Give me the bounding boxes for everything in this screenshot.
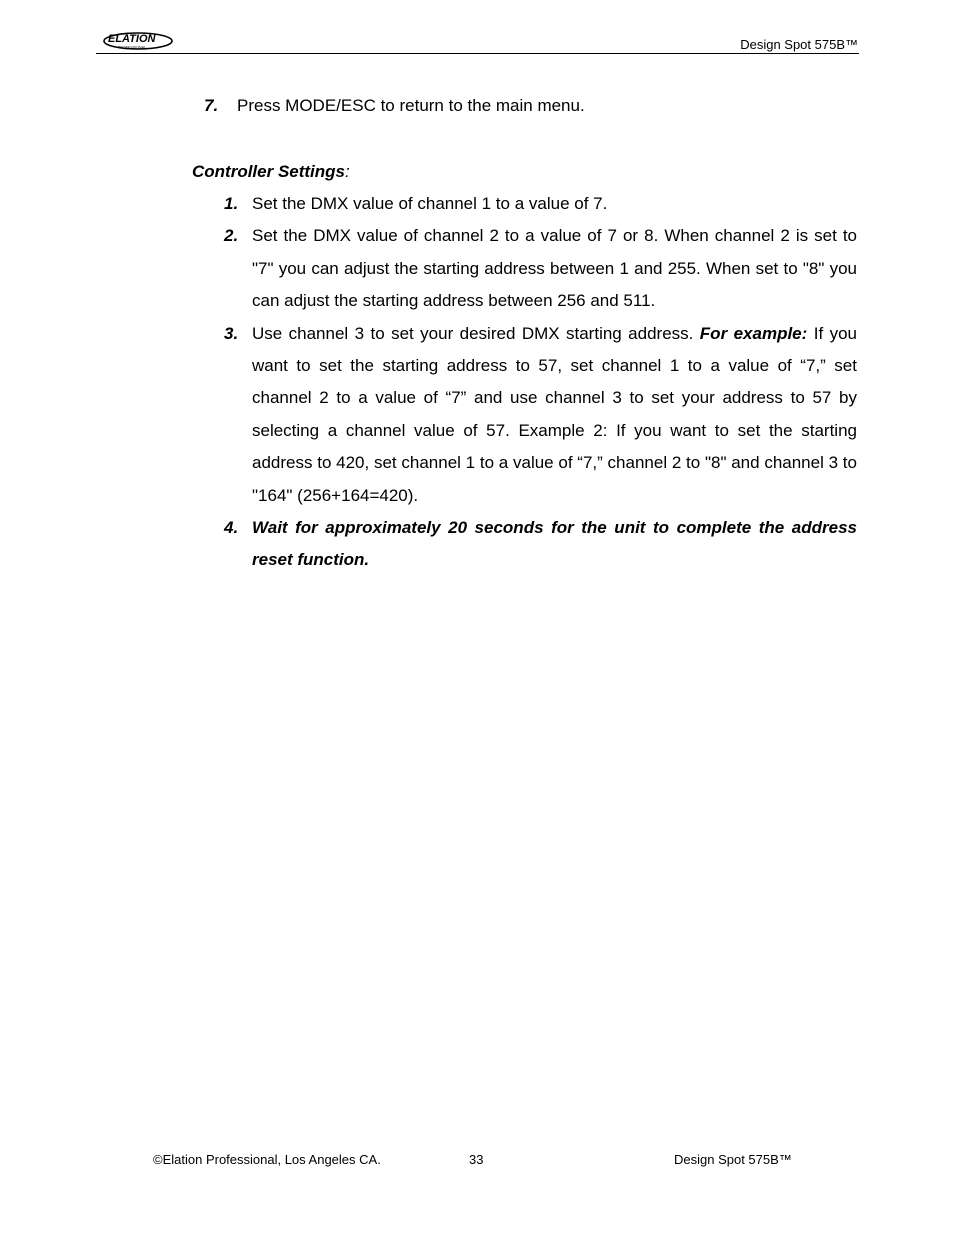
item-number: 2.: [224, 226, 239, 246]
list-item: [224, 220, 857, 317]
step-text: Press MODE/ESC to return to the main menu.: [237, 96, 585, 115]
header-title: Design Spot 575B™: [740, 37, 858, 52]
item-text: Wait for approximately 20 seconds for the unit to complete the address reset function.: [252, 518, 857, 570]
header-rule: [96, 53, 859, 54]
section-heading-text: Controller Settings: [192, 162, 346, 181]
item-text-before: Use channel 3 to set your desired DMX starting address.: [252, 323, 700, 343]
list-item: [224, 318, 857, 512]
item-text: Set the DMX value of channel 1 to a value of 7.: [252, 194, 608, 213]
item-text: [252, 324, 857, 505]
footer-copyright: ©Elation Professional, Los Angeles CA.: [153, 1152, 381, 1167]
step-number: 7.: [204, 96, 219, 115]
item-number: 1.: [224, 194, 239, 213]
item-number: 3.: [224, 323, 239, 343]
list-item: [224, 188, 857, 220]
list-item: [224, 512, 857, 577]
item-text-after: If you want to set the starting address to 57, set channel 1 to a value of “7,” set channel 2 to a value of “7” and use channel 3 to set your address to 57 by selecting a channel value of 57. Example 2: If you want to set the starting address to 420, set channel 1 to a value of “7,” channel 2 to "8" and channel 3 to "164" (256+164=420).: [252, 323, 857, 505]
svg-text:ELATION: ELATION: [108, 33, 156, 45]
item-number: 4.: [224, 518, 239, 538]
step-7: [204, 96, 585, 116]
section-heading-colon: :: [345, 162, 350, 181]
footer-page-number: 33: [469, 1152, 484, 1167]
svg-text:PROFESSIONAL: PROFESSIONAL: [118, 45, 146, 50]
section-heading: [192, 162, 350, 182]
item-text: Set the DMX value of channel 2 to a value of 7 or 8. When channel 2 is set to "7" you can adjust the starting address between 1 and 255. When set to "8" you can adjust the starting address between 256 and 511.: [252, 226, 857, 311]
elation-logo: [102, 28, 174, 52]
item-emphasis: For example:: [699, 323, 808, 343]
footer-product: Design Spot 575B™: [674, 1152, 792, 1167]
controller-settings-list: [224, 188, 857, 577]
